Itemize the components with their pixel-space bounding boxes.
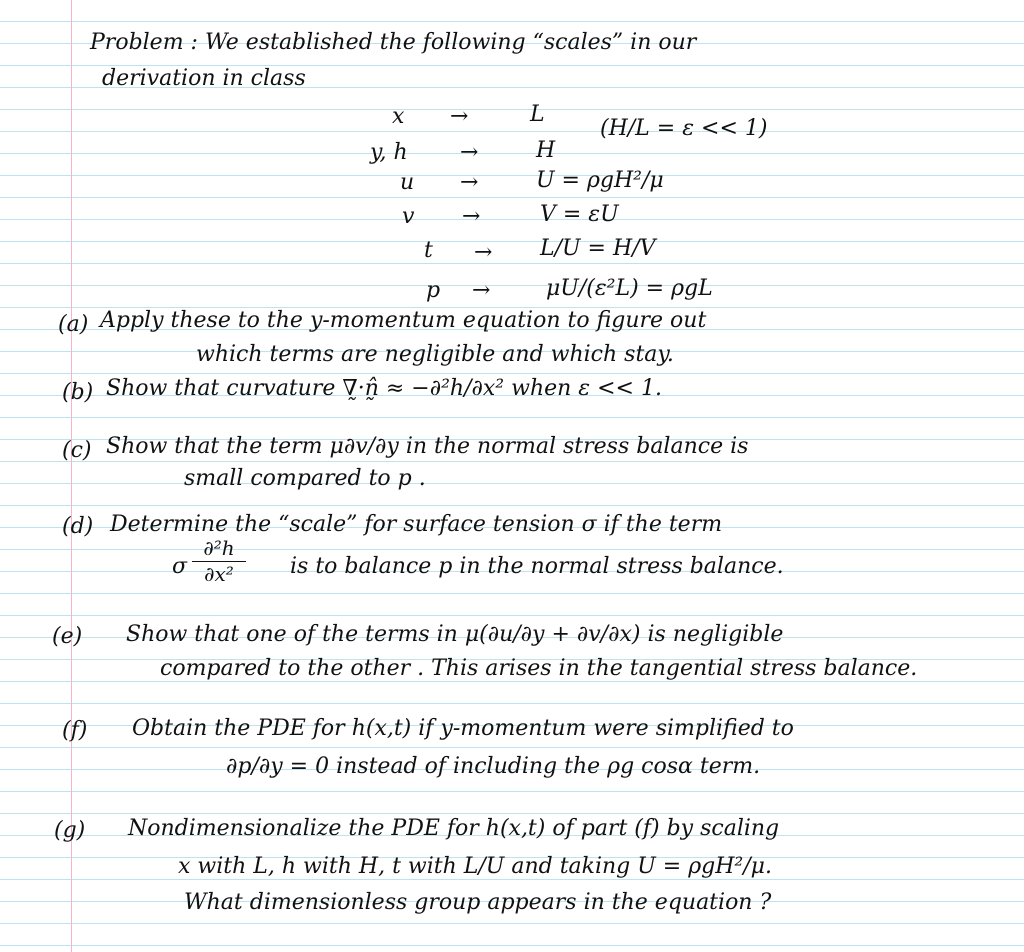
arrow-icon: → [472, 278, 491, 303]
part-a-line-1: Apply these to the y-momentum equation to figure out [100, 308, 707, 333]
scale-var: p [426, 278, 441, 303]
part-a-label: (a) [58, 312, 89, 337]
epsilon-note: (H/L = ε << 1) [600, 116, 768, 141]
scale-var: t [424, 238, 433, 263]
part-g-line-1: Nondimensionalize the PDE for h(x,t) of part (f) by scaling [128, 816, 780, 841]
fraction-numerator: ∂²h [203, 536, 235, 560]
arrow-icon: → [460, 170, 479, 195]
part-f-line-2: ∂p/∂y = 0 instead of including the ρg cosα term. [226, 754, 761, 779]
part-b-line-1: Show that curvature ∇̰·n̰̂ ≈ −∂²h/∂x² when ε << 1. [106, 376, 662, 401]
problem-intro-line-1: Problem : We established the following “scales” in our [90, 30, 697, 55]
part-e-line-2: compared to the other . This arises in the tangential stress balance. [160, 656, 918, 681]
arrow-icon: → [474, 240, 493, 265]
part-e-line-1: Show that one of the terms in μ(∂u/∂y + ∂v/∂x) is negligible [126, 622, 784, 647]
problem-intro-line-2: derivation in class [102, 66, 306, 91]
part-g-line-3: What dimensionless group appears in the equation ? [184, 890, 772, 915]
part-d-fraction [192, 538, 246, 584]
scale-var: x [392, 104, 405, 129]
part-d-line-2: is to balance p in the normal stress balance. [290, 554, 784, 579]
part-g-line-2: x with L, h with H, t with L/U and taking U = ρgH²/μ. [178, 854, 772, 879]
scale-var: y, h [370, 140, 408, 165]
part-c-line-2: small compared to p . [184, 466, 426, 491]
part-a-line-2: which terms are negligible and which stay. [196, 342, 674, 367]
part-c-line-1: Show that the term μ∂v/∂y in the normal stress balance is [106, 434, 749, 459]
scale-value: V = εU [540, 202, 619, 227]
part-f-line-1: Obtain the PDE for h(x,t) if y-momentum were simplified to [132, 716, 794, 741]
scale-value: H [536, 138, 556, 163]
fraction-denominator: ∂x² [204, 562, 234, 586]
scale-var: v [402, 204, 415, 229]
part-d-line-1: Determine the “scale” for surface tension σ if the term [110, 512, 723, 537]
part-d-label: (d) [62, 514, 94, 539]
scale-var: u [400, 170, 415, 195]
part-f-label: (f) [62, 718, 88, 743]
part-g-label: (g) [54, 818, 86, 843]
scale-value: U = ρgH²/μ [536, 168, 664, 193]
arrow-icon: → [460, 140, 479, 165]
scale-value: L/U = H/V [540, 236, 656, 261]
arrow-icon: → [450, 104, 469, 129]
part-c-label: (c) [62, 438, 92, 463]
scale-value: μU/(ε²L) = ρgL [546, 276, 713, 301]
arrow-icon: → [462, 204, 481, 229]
part-b-label: (b) [62, 380, 94, 405]
part-d-sigma: σ [172, 554, 188, 579]
part-e-label: (e) [52, 624, 83, 649]
scale-value: L [530, 102, 545, 127]
